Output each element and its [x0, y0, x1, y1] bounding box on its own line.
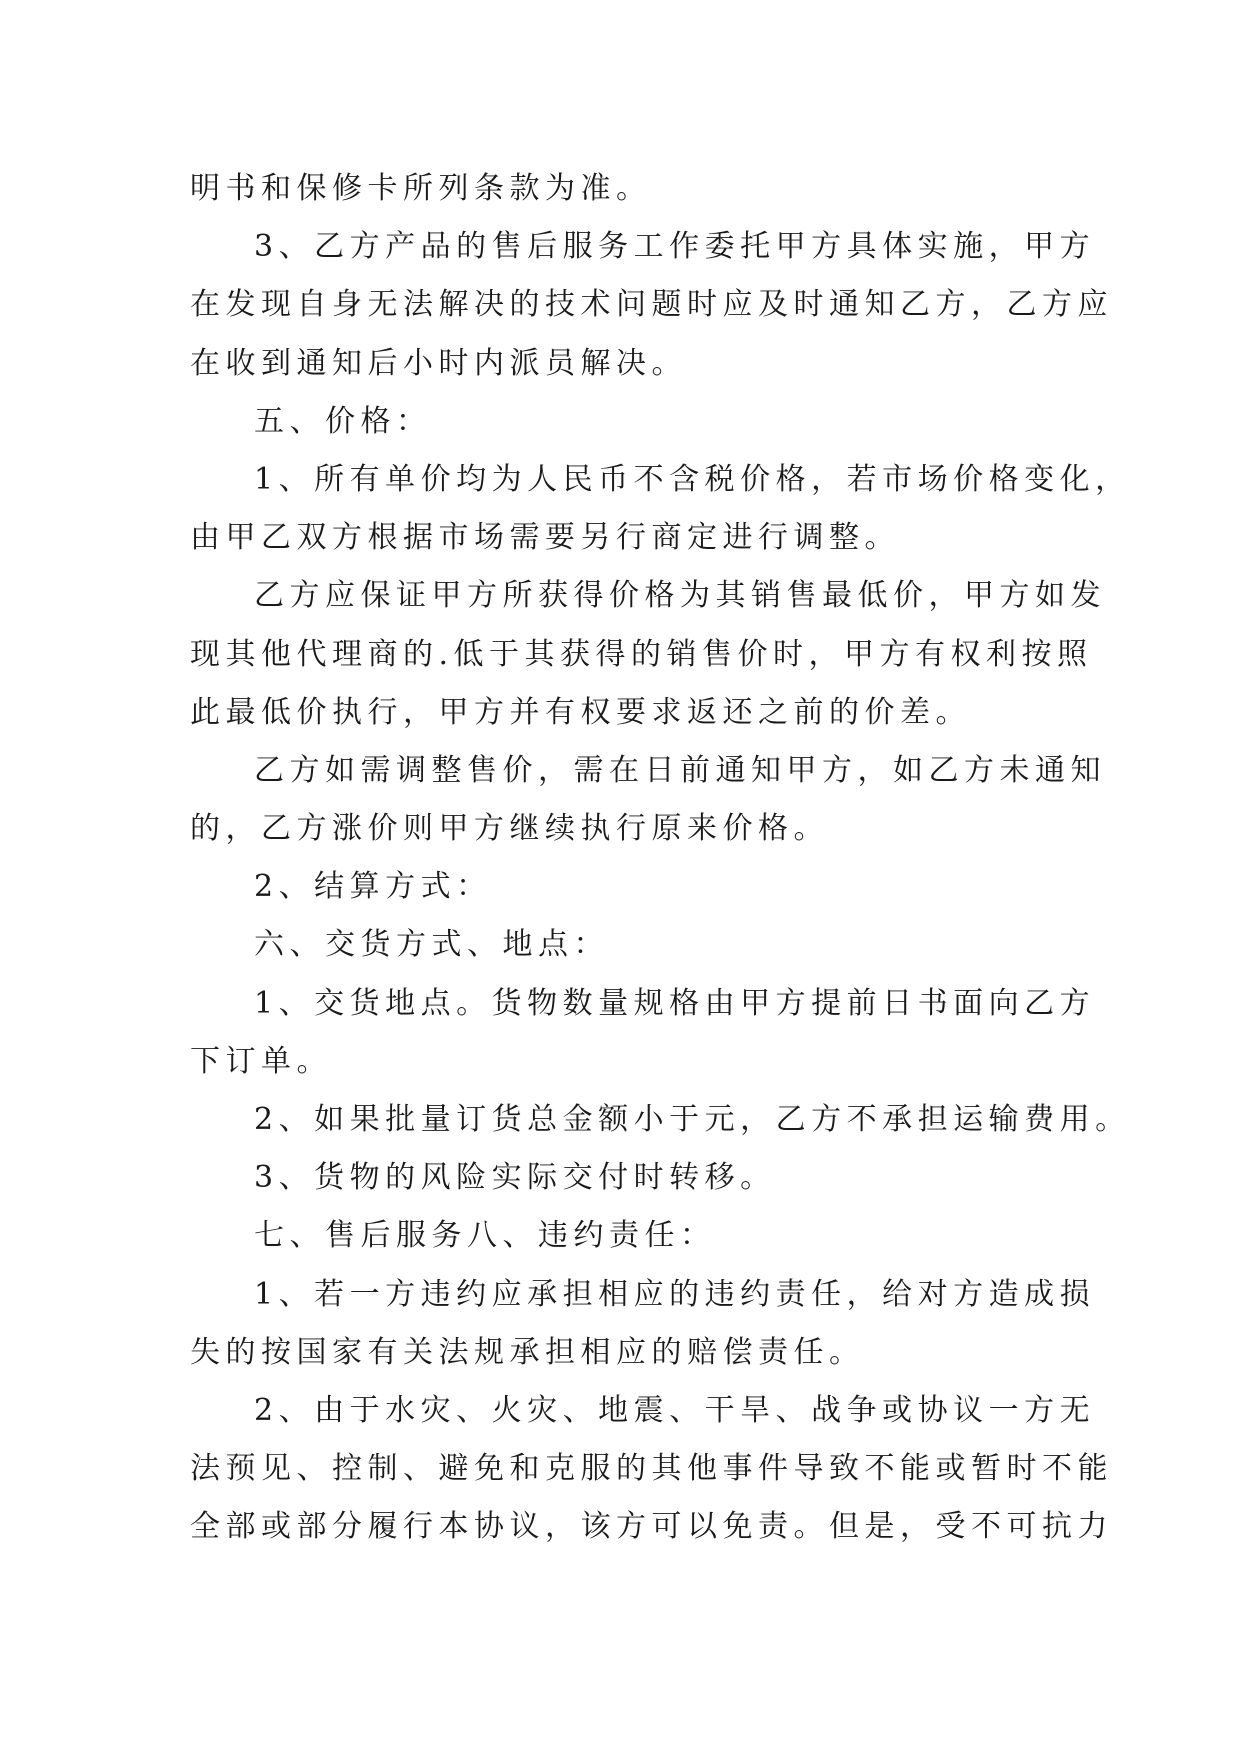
text-line: 法预见、控制、避免和克服的其他事件导致不能或暂时不能 [190, 1451, 1113, 1487]
text-line: 在收到通知后小时内派员解决。 [190, 345, 687, 381]
text-line: 2、如果批量订货总金额小于元，乙方不承担运输费用。 [254, 1102, 1131, 1137]
text-line: 2、结算方式： [254, 869, 492, 905]
section-heading: 六、交货方式、地点： [254, 927, 609, 963]
text-line: 由甲乙双方根据市场需要另行商定进行调整。 [190, 520, 900, 556]
text-line: 3、乙方产品的售后服务工作委托甲方具体实施，甲方 [254, 229, 1096, 265]
text-line: 乙方如需调整售价，需在日前通知甲方，如乙方未通知 [254, 752, 1106, 788]
section-heading: 五、价格： [254, 403, 432, 439]
text-line: 下订单。 [190, 1043, 332, 1079]
text-line: 全部或部分履行本协议，该方可以免责。但是，受不可抗力 [190, 1509, 1113, 1545]
text-line: 明书和保修卡所列条款为准。 [190, 171, 652, 206]
text-line: 2、由于水灾、火灾、地震、干旱、战争或协议一方无 [254, 1392, 1096, 1428]
document-body [190, 160, 1131, 1557]
text-line: 1、所有单价均为人民币不含税价格，若市场价格变化， [254, 461, 1131, 497]
text-line: 此最低价执行，甲方并有权要求返还之前的价差。 [190, 694, 971, 730]
text-line: 在发现自身无法解决的技术问题时应及时通知乙方，乙方应 [190, 287, 1113, 323]
text-line: 3、货物的风险实际交付时转移。 [254, 1160, 776, 1196]
text-line: 1、若一方违约应承担相应的违约责任，给对方造成损 [254, 1276, 1096, 1312]
section-heading: 七、售后服务八、违约责任： [254, 1218, 716, 1254]
text-line: 现其他代理商的.低于其获得的销售价时，甲方有权利按照 [190, 636, 1093, 672]
text-line: 的，乙方涨价则甲方继续执行原来价格。 [190, 811, 829, 847]
text-line: 1、交货地点。货物数量规格由甲方提前日书面向乙方 [254, 985, 1096, 1021]
text-line: 失的按国家有关法规承担相应的赔偿责任。 [190, 1334, 865, 1370]
text-line: 乙方应保证甲方所获得价格为其销售最低价，甲方如发 [254, 578, 1106, 614]
